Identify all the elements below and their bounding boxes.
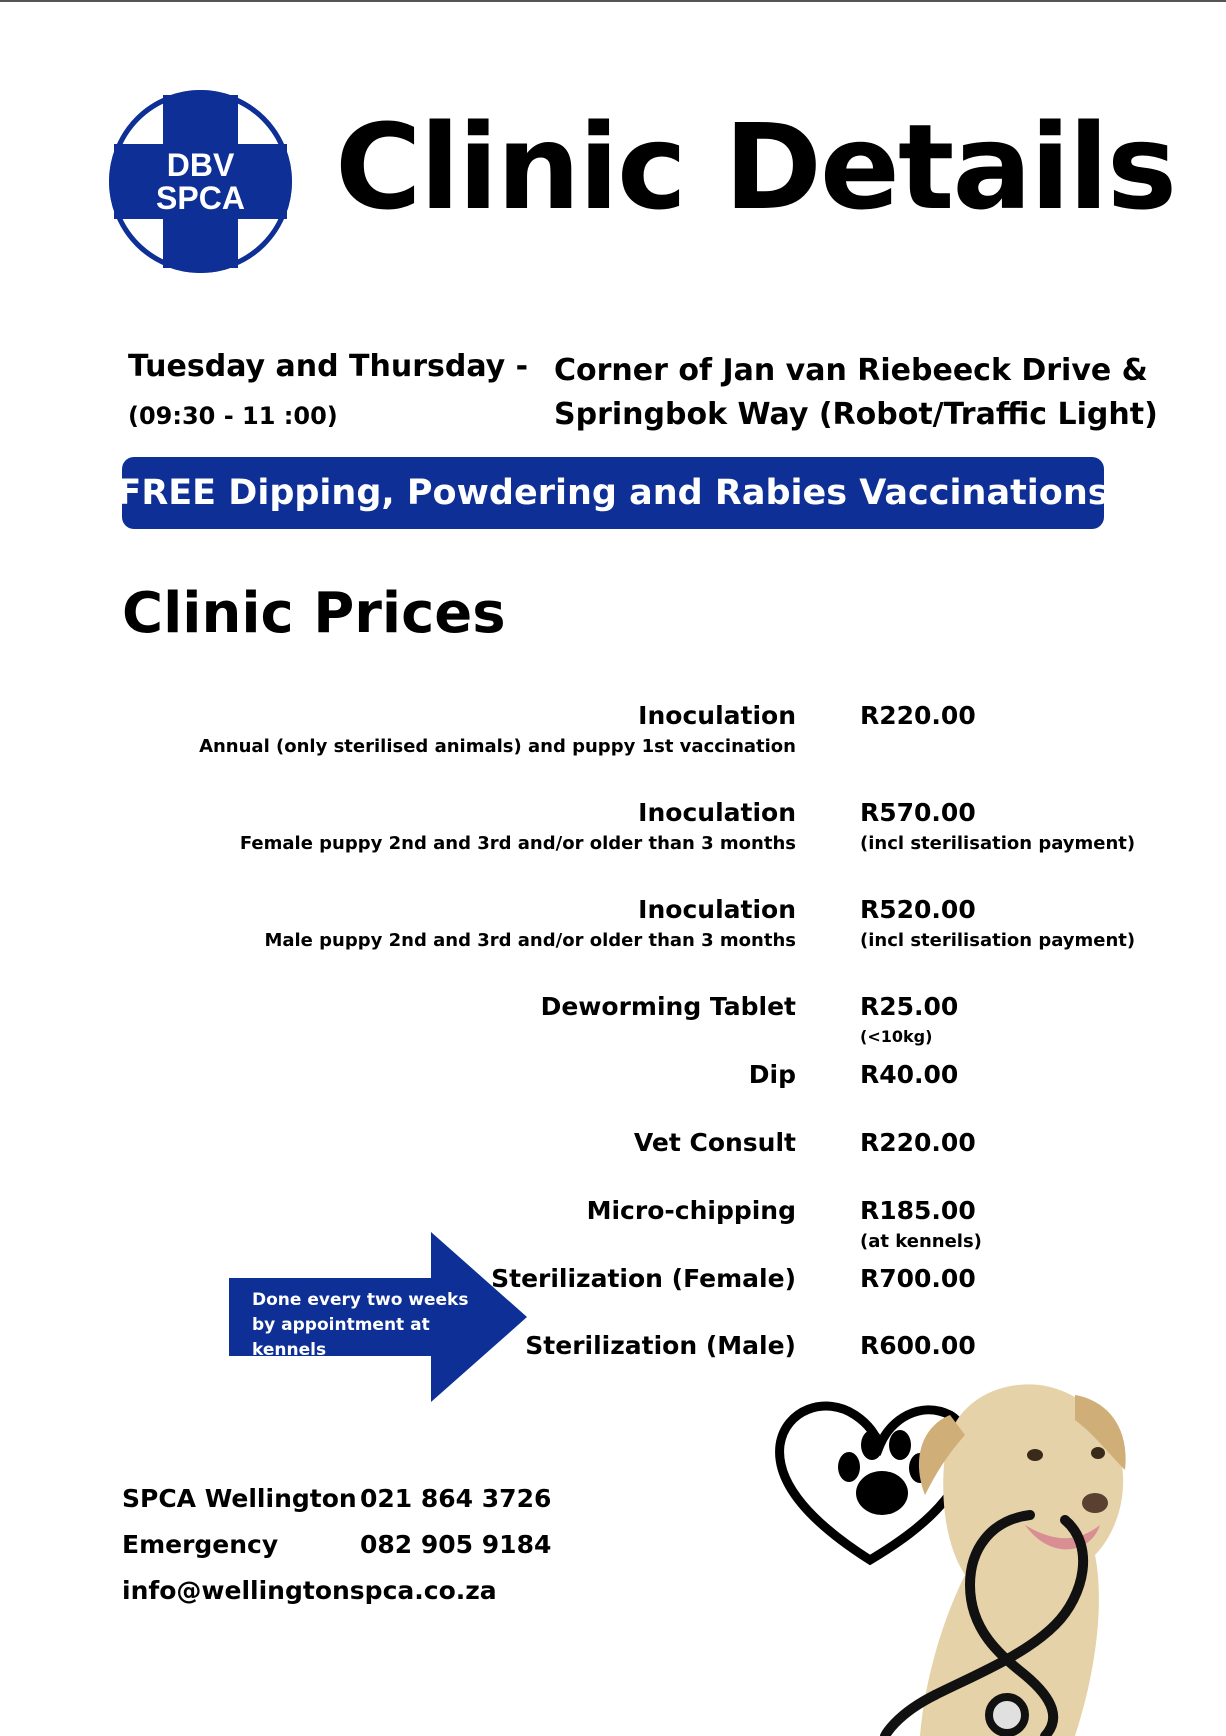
price-item-name: Sterilization (Male) bbox=[525, 1331, 796, 1360]
location-line-1: Corner of Jan van Riebeeck Drive & bbox=[554, 353, 1148, 388]
price-item-desc: Annual (only sterilised animals) and puppy 1st vaccination bbox=[199, 736, 796, 757]
price-item-name: Inoculation bbox=[638, 895, 796, 924]
price-item-note: (at kennels) bbox=[860, 1231, 982, 1252]
page-title: Clinic Details bbox=[335, 98, 1176, 236]
clinic-location bbox=[554, 349, 1158, 437]
price-item-price: R185.00 bbox=[860, 1196, 976, 1225]
clinic-days: Tuesday and Thursday - bbox=[128, 349, 529, 384]
price-item-name: Dip bbox=[748, 1060, 796, 1089]
price-item-name: Sterilization (Female) bbox=[491, 1264, 796, 1293]
price-item-price: R220.00 bbox=[860, 701, 976, 730]
clinic-hours: (09:30 - 11 :00) bbox=[128, 402, 338, 430]
price-item-price: R520.00 bbox=[860, 895, 976, 924]
price-item-note: (incl sterilisation payment) bbox=[860, 930, 1136, 951]
arrow-callout-text: Done every two weeks by appointment at kennels bbox=[252, 1290, 469, 1360]
contact-org-phone: 021 864 3726 bbox=[360, 1484, 552, 1513]
contact-emergency-phone: 082 905 9184 bbox=[360, 1530, 552, 1559]
logo-line-2: SPCA bbox=[156, 180, 245, 216]
price-item-price: R700.00 bbox=[860, 1264, 976, 1293]
price-item-name: Inoculation bbox=[638, 798, 796, 827]
top-border bbox=[0, 0, 1226, 2]
price-item-note: (incl sterilisation payment) bbox=[860, 833, 1136, 854]
price-item-name: Vet Consult bbox=[633, 1128, 796, 1157]
price-item-name: Inoculation bbox=[638, 701, 796, 730]
price-item-name: Micro-chipping bbox=[586, 1196, 796, 1225]
contact-email: info@wellingtonspca.co.za bbox=[122, 1576, 497, 1605]
clinic-prices-heading: Clinic Prices bbox=[122, 581, 506, 646]
price-item-price: R600.00 bbox=[860, 1331, 976, 1360]
price-item-price: R40.00 bbox=[860, 1060, 959, 1089]
logo-line-1: DBV bbox=[166, 147, 235, 183]
price-item-name: Deworming Tablet bbox=[540, 992, 796, 1021]
price-item-price: R25.00 bbox=[860, 992, 959, 1021]
price-item-note: (<10kg) bbox=[860, 1027, 933, 1046]
dbv-spca-logo bbox=[108, 89, 293, 274]
puppy-stethoscope-illustration bbox=[775, 1375, 1135, 1736]
price-item-price: R220.00 bbox=[860, 1128, 976, 1157]
price-item-desc: Male puppy 2nd and 3rd and/or older than 3 months bbox=[264, 930, 796, 951]
contact-org-label: SPCA Wellington bbox=[122, 1484, 357, 1513]
price-item-desc: Female puppy 2nd and 3rd and/or older than 3 months bbox=[239, 833, 796, 854]
free-services-banner: FREE Dipping, Powdering and Rabies Vaccinations bbox=[122, 457, 1104, 529]
price-item-price: R570.00 bbox=[860, 798, 976, 827]
location-line-2: Springbok Way (Robot/Traffic Light) bbox=[554, 397, 1158, 432]
contact-emergency-label: Emergency bbox=[122, 1530, 279, 1559]
